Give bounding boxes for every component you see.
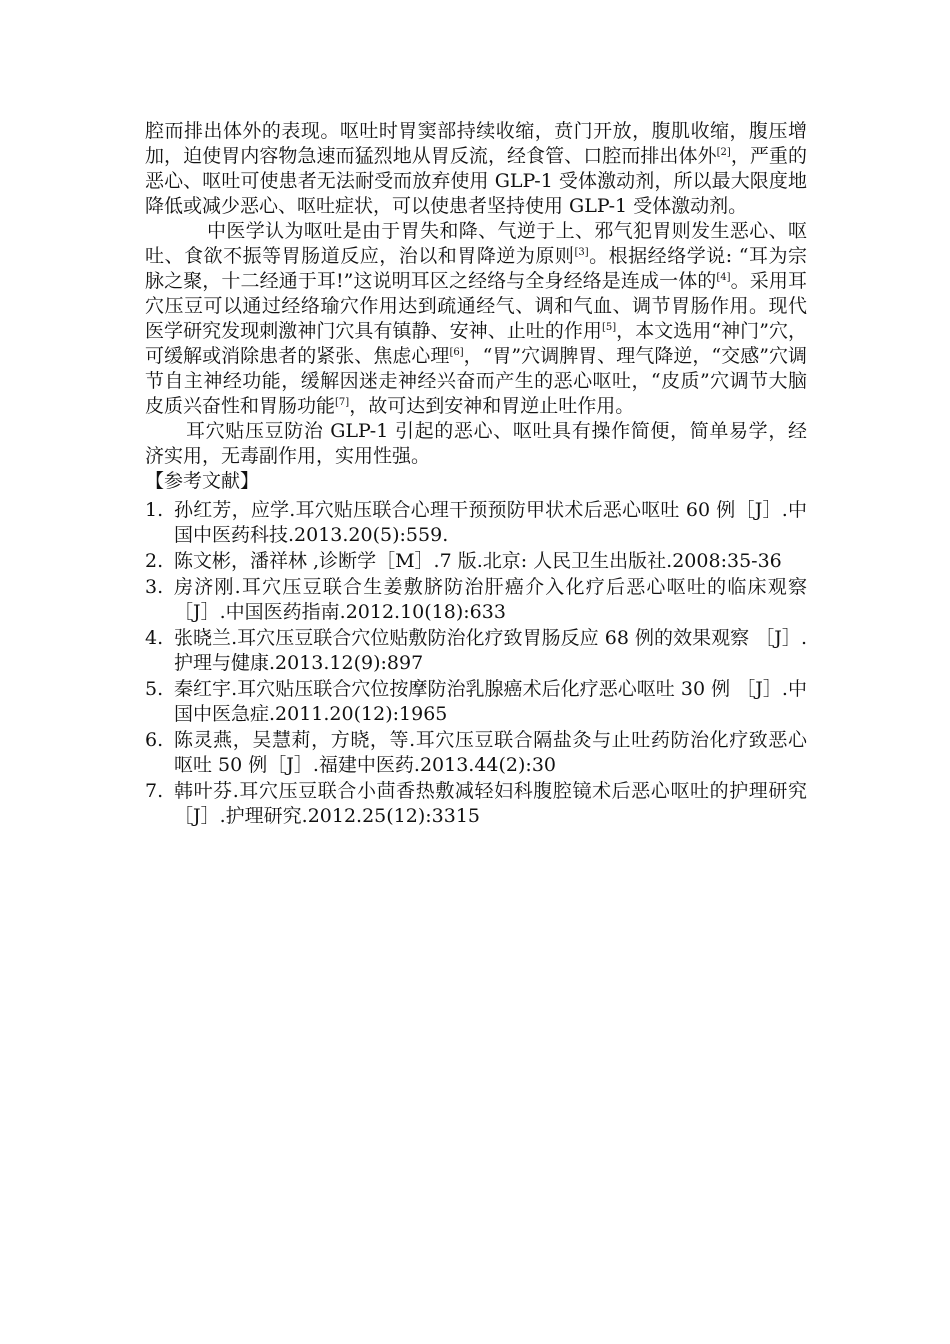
reference-item — [145, 626, 807, 676]
reference-number: 4. — [145, 627, 164, 649]
references-heading: 【参考文献】 — [145, 470, 260, 492]
reference-text: 张晓兰.耳穴压豆联合穴位贴敷防治化疗致胃肠反应 68 例的效果观察 ［J］.护理与健康.2013.12(9):897 — [174, 627, 807, 674]
citation-ref-4: [4] — [716, 272, 731, 283]
citation-ref-7: [7] — [335, 397, 350, 408]
reference-item — [145, 728, 807, 778]
reference-text: 孙红芳，应学.耳穴贴压联合心理干预预防甲状术后恶心呕吐 60 例［J］.中国中医药科技.2013.20(5):559. — [174, 499, 807, 546]
paragraph-conclusion: 耳穴贴压豆防治 GLP-1 引起的恶心、呕吐具有操作简便，简单易学，经济实用，无毒副作用，实用性强。 — [145, 420, 807, 467]
reference-number: 2. — [145, 550, 164, 572]
paragraph-text: 。根据经络学说: “耳为宗脉之聚，十二经通于耳!”这说明耳区之经络与全身经络是连成一体的 — [145, 245, 807, 292]
document-page — [145, 119, 807, 830]
paragraph-text: ，本文选用“神门”穴，可缓解或消除患者的紧张、焦虑心理 — [145, 320, 807, 367]
paragraph-text: ，“胃”穴调脾胃、理气降逆，“交感”穴调节自主神经功能，缓解因迷走神经兴奋而产生的恶心呕吐，“皮质”穴调节大脑皮质兴奋性和胃肠功能 — [145, 345, 807, 417]
reference-number: 1. — [145, 499, 164, 521]
reference-number: 7. — [145, 780, 164, 802]
reference-number: 6. — [145, 729, 164, 751]
paragraph-text: 。采用耳穴压豆可以通过经络瑜穴作用达到疏通经气、调和气血、调节胃肠作用。现代医学研究发现刺激神门穴具有镇静、安神、止吐的作用 — [145, 270, 807, 342]
citation-ref-6: [6] — [449, 347, 464, 358]
paragraph-text: ，严重的恶心、呕吐可使患者无法耐受而放弃使用 GLP-1 受体激动剂，所以最大限度地降低或减少恶心、呕吐症状，可以使患者坚持使用 GLP-1 受体激动剂。 — [145, 145, 807, 217]
citation-ref-2: [2] — [716, 147, 731, 158]
reference-item — [145, 779, 807, 829]
paragraph-text: 中医学认为呕吐是由于胃失和降、气逆于上、邪气犯胃则发生恶心、呕吐、食欲不振等胃肠道反应，治以和胃降逆为原则 — [145, 220, 807, 267]
paragraph-tcm-theory — [145, 219, 807, 419]
reference-text: 陈灵燕，吴慧莉，方晓，等.耳穴压豆联合隔盐灸与止吐药防治化疗致恶心呕吐 50 例［J］.福建中医药.2013.44(2):30 — [174, 729, 807, 776]
reference-item — [145, 498, 807, 548]
citation-ref-3: [3] — [574, 247, 589, 258]
citation-ref-5: [5] — [601, 322, 617, 333]
reference-text: 房济刚.耳穴压豆联合生姜敷脐防治肝癌介入化疗后恶心呕吐的临床观察［J］.中国医药指南.2012.10(18):633 — [174, 576, 807, 623]
reference-item — [145, 575, 807, 625]
paragraph-text: 腔而排出体外的表现。呕吐时胃窦部持续收缩，贲门开放，腹肌收缩，腹压增加，迫使胃内容物急速而猛烈地从胃反流，经食管、口腔而排出体外 — [145, 120, 807, 167]
reference-item — [145, 677, 807, 727]
reference-text: 秦红宇.耳穴贴压联合穴位按摩防治乳腺癌术后化疗恶心呕吐 30 例 ［J］.中国中医急症.2011.20(12):1965 — [174, 678, 807, 725]
paragraph-text: ，故可达到安神和胃逆止吐作用。 — [349, 395, 635, 417]
references-list — [145, 498, 807, 829]
reference-text: 陈文彬，潘祥林 ,诊断学［M］.7 版.北京: 人民卫生出版社.2008:35-36 — [174, 550, 782, 572]
reference-number: 5. — [145, 678, 164, 700]
reference-number: 3. — [145, 576, 164, 598]
reference-text: 韩叶芬.耳穴压豆联合小茴香热敷减轻妇科腹腔镜术后恶心呕吐的护理研究［J］.护理研究.2012.25(12):3315 — [174, 780, 807, 827]
paragraph-vomiting-mechanism — [145, 119, 807, 219]
reference-item — [145, 549, 807, 574]
